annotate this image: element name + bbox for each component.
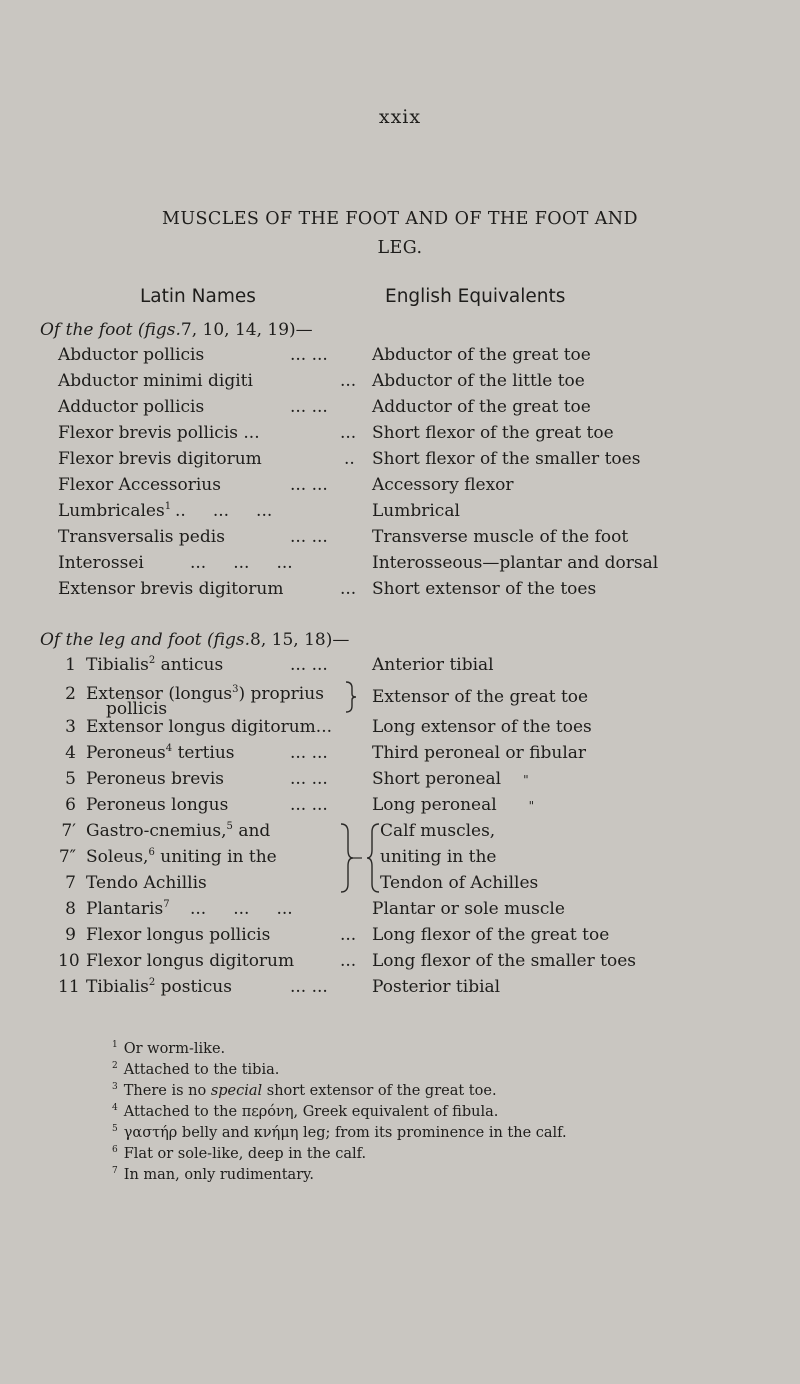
footnote: $^5$ γαστήρ belly and κνήμη leg; from its prominence in the calf.: [112, 1124, 567, 1141]
table-row: Abductor minimi digiti ... Abductor of the little toe: [58, 371, 585, 391]
table-row: 1 Tibialis$^2$ anticus ... ... Anterior tibial: [65, 655, 494, 675]
table-row: 8 Plantaris$^7$ ... ... ... Plantar or sole muscle: [65, 899, 565, 919]
table-row: Interossei ... ... ... Interosseous—plantar and dorsal: [58, 553, 659, 573]
table-row: Flexor Accessorius ... ... Accessory flexor: [58, 475, 514, 495]
footnote: $^2$ Attached to the tibia.: [112, 1061, 280, 1078]
title-line-1: MUSCLES OF THE FOOT AND OF THE FOOT AND: [162, 209, 638, 229]
title-line-2: LEG.: [377, 238, 423, 258]
table-row: Abductor pollicis ... ... Abductor of the great toe: [58, 345, 591, 365]
table-row: 5 Peroneus brevis ... ... Short peroneal ": [65, 769, 529, 789]
double-brace-icon: [338, 820, 382, 896]
page-title: [95, 205, 705, 263]
table-row: 7′ Gastro-cnemius,$^5$ and Calf muscles,: [61, 821, 496, 841]
table-row: 9 Flexor longus pollicis ... Long flexor of the great toe: [65, 925, 610, 945]
table-row: Adductor pollicis ... ... Adductor of the great toe: [58, 397, 591, 417]
table-row: 3 Extensor longus digitorum... Long extensor of the toes: [65, 717, 592, 737]
leg-section-heading: Of the leg and foot (figs.8, 15, 18)—: [40, 630, 350, 650]
footnote: $^4$ Attached to the περόνη, Greek equivalent of fibula.: [112, 1103, 499, 1120]
footnote: $^3$ There is no special short extensor of the great toe.: [112, 1082, 497, 1099]
latin-names-heading: Latin Names: [140, 286, 256, 307]
table-row: 6 Peroneus longus ... ... Long peroneal ": [65, 795, 535, 815]
page-number: xxix: [378, 106, 422, 128]
table-row: 2 Extensor (longus$^3$) proprius pollicis: [65, 684, 324, 719]
table-row: Extensor brevis digitorum ... Short extensor of the toes: [58, 579, 597, 599]
footnote: $^6$ Flat or sole-like, deep in the calf.: [112, 1145, 367, 1162]
table-row: Transversalis pedis ... ... Transverse muscle of the foot: [58, 527, 629, 547]
table-row: 4 Peroneus$^4$ tertius ... ... Third peroneal or fibular: [65, 743, 587, 763]
table-row: 10 Flexor longus digitorum ... Long flexor of the smaller toes: [58, 951, 636, 971]
foot-section-heading: Of the foot (figs.7, 10, 14, 19)—: [40, 320, 313, 340]
table-row: 7 Tendo Achillis Tendon of Achilles: [65, 873, 539, 893]
footnote: $^7$ In man, only rudimentary.: [112, 1166, 315, 1183]
table-row: Lumbricales$^1$ .. ... ... Lumbrical: [58, 501, 460, 521]
table-row: Flexor brevis pollicis ... ... Short flexor of the great toe: [58, 423, 614, 443]
footnote: $^1$ Or worm-like.: [112, 1040, 226, 1057]
table-row: 11 Tibialis$^2$ posticus ... ... Posterior tibial: [58, 977, 501, 997]
table-row: Flexor brevis digitorum .. Short flexor of the smaller toes: [58, 449, 641, 469]
table-row-english: Extensor of the great toe: [372, 687, 589, 707]
english-equivalents-heading: English Equivalents: [385, 286, 566, 307]
table-row: 7″ Soleus,$^6$ uniting in the uniting in the: [58, 847, 497, 867]
